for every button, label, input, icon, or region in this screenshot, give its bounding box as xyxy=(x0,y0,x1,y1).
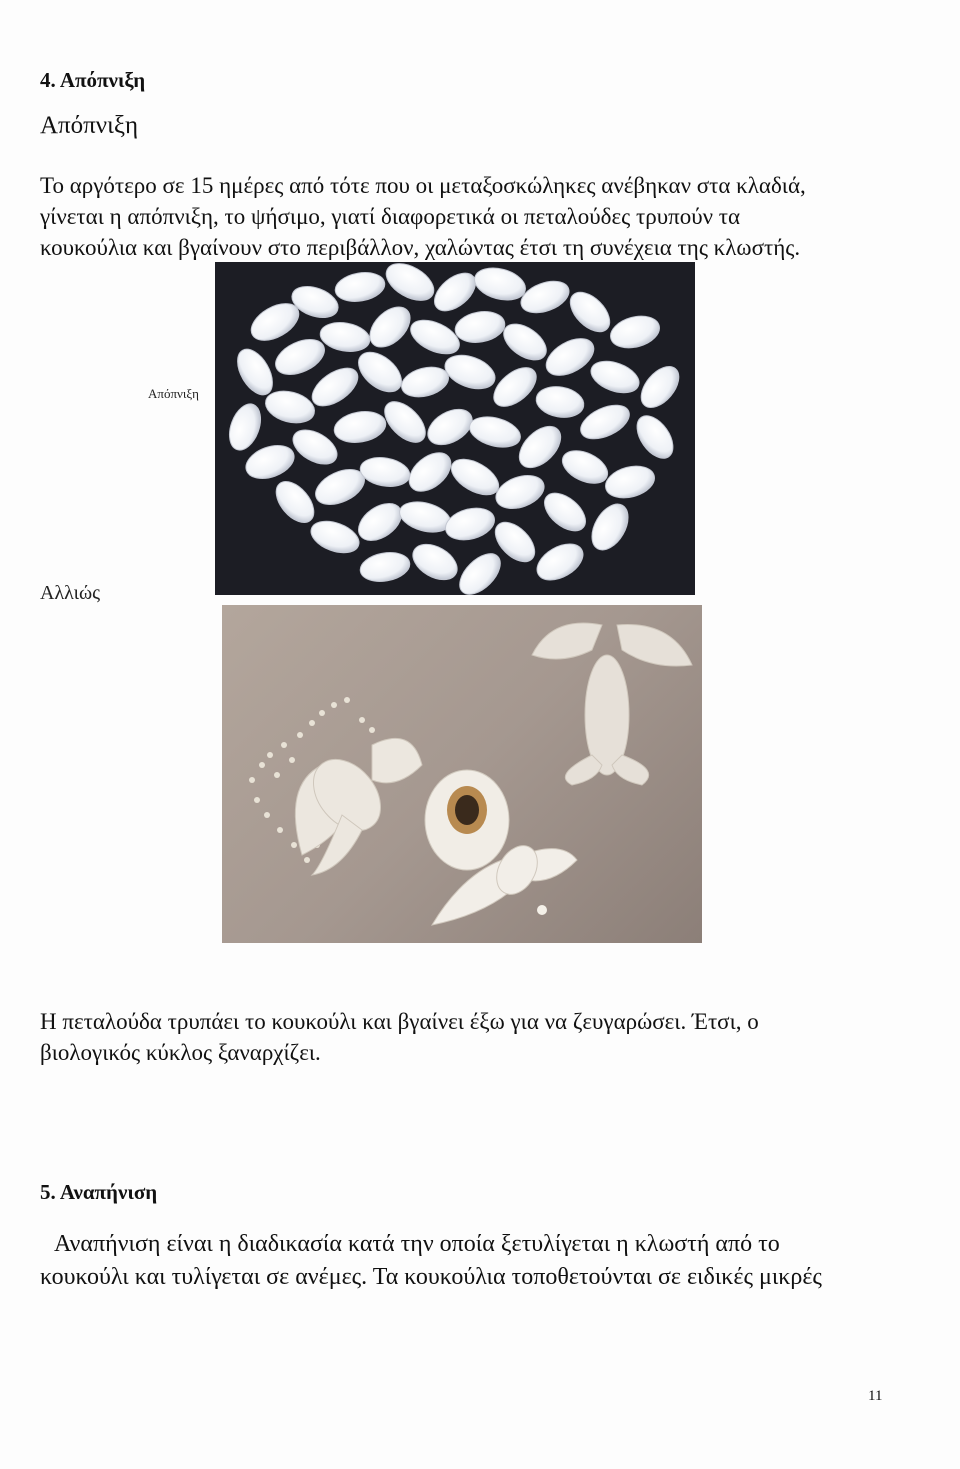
section-4-subheading: Απόπνιξη xyxy=(40,112,139,139)
section-5-heading: 5. Αναπήνιση xyxy=(40,1180,158,1204)
cocoons-photo xyxy=(215,262,695,595)
paragraph-line: κουκούλια και βγαίνουν στο περιβάλλον, χαλώντας έτσι τη συνέχεια της κλωστής. xyxy=(40,235,801,260)
moth-photo-label: Αλλιώς xyxy=(40,582,101,604)
moth-caption xyxy=(40,1006,759,1068)
caption-line: βιολογικός κύκλος ξαναρχίζει. xyxy=(40,1040,321,1065)
page-number: 11 xyxy=(868,1388,883,1404)
paragraph-line: Το αργότερο σε 15 ημέρες από τότε που οι μεταξοσκώληκες ανέβηκαν στα κλαδιά, xyxy=(40,173,806,198)
paragraph-line: Αναπήνιση είναι η διαδικασία κατά την οποία ξετυλίγεται η κλωστή από το xyxy=(54,1231,780,1257)
section-5-paragraph xyxy=(40,1228,822,1294)
moths-photo xyxy=(222,605,702,943)
section-4-paragraph xyxy=(40,170,806,263)
caption-line: Η πεταλούδα τρυπάει το κουκούλι και βγαίνει έξω για να ζευγαρώσει. Έτσι, ο xyxy=(40,1009,759,1034)
paragraph-line: κουκούλι και τυλίγεται σε ανέμες. Τα κουκούλια τοποθετούνται σε ειδικές μικρές xyxy=(40,1264,822,1290)
cocoons-illustration xyxy=(215,262,695,595)
paragraph-line: γίνεται η απόπνιξη, το ψήσιμο, γιατί διαφορετικά οι πεταλούδες τρυπούν τα xyxy=(40,204,741,229)
cocoon-photo-label: Απόπνιξη xyxy=(148,386,199,401)
section-4-heading: 4. Απόπνιξη xyxy=(40,68,146,92)
moths-illustration xyxy=(222,605,702,943)
